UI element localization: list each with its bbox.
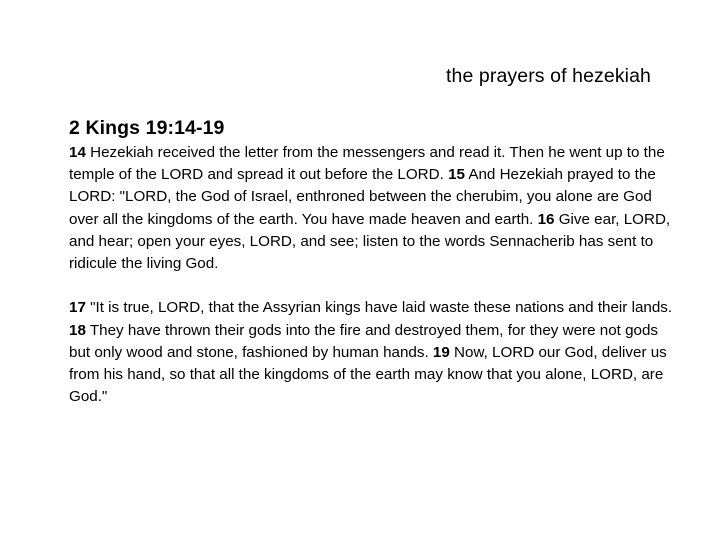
verse-number: 15 <box>448 166 465 184</box>
verse-number: 18 <box>69 321 86 339</box>
verse-text: "It is true, LORD, that the Assyrian kings have laid waste these nations and their lands. <box>85 299 673 317</box>
scripture-reference-heading: 2 Kings 19:14-19 <box>69 117 225 139</box>
verse-number: 16 <box>537 210 555 228</box>
verse-number: 17 <box>69 299 86 317</box>
slide-title: the prayers of hezekiah <box>445 65 651 87</box>
verse-number: 19 <box>432 343 450 361</box>
slide-body <box>69 116 673 408</box>
verse-number: 14 <box>69 144 86 161</box>
verse-text: Now, LORD our God, deliver us from his hand, so that all the kingdoms of the earth may know that you alone, LORD, are God." <box>69 343 667 406</box>
paragraph-spacer <box>69 275 673 297</box>
verse-text: They have thrown their gods into the fire and destroyed them, for they were not gods but only wood and stone, fashioned by human hands. <box>69 321 659 361</box>
verse-text: Give ear, LORD, and hear; open your eyes, LORD, and see; listen to the words Sennacherib has sent to ridicule the living God. <box>69 210 671 273</box>
verse-text: Hezekiah received the letter from the messengers and read it. Then he went up to the temple of the LORD and spread it out before the LORD. <box>69 144 665 184</box>
verse-text: And Hezekiah prayed to the LORD: "LORD, the God of Israel, enthroned between the cherubim, you alone are God over all the kingdoms of the earth. You have made heaven and earth. <box>69 166 656 228</box>
scripture-paragraph-1 <box>69 142 673 275</box>
scripture-paragraph-2 <box>69 297 673 408</box>
